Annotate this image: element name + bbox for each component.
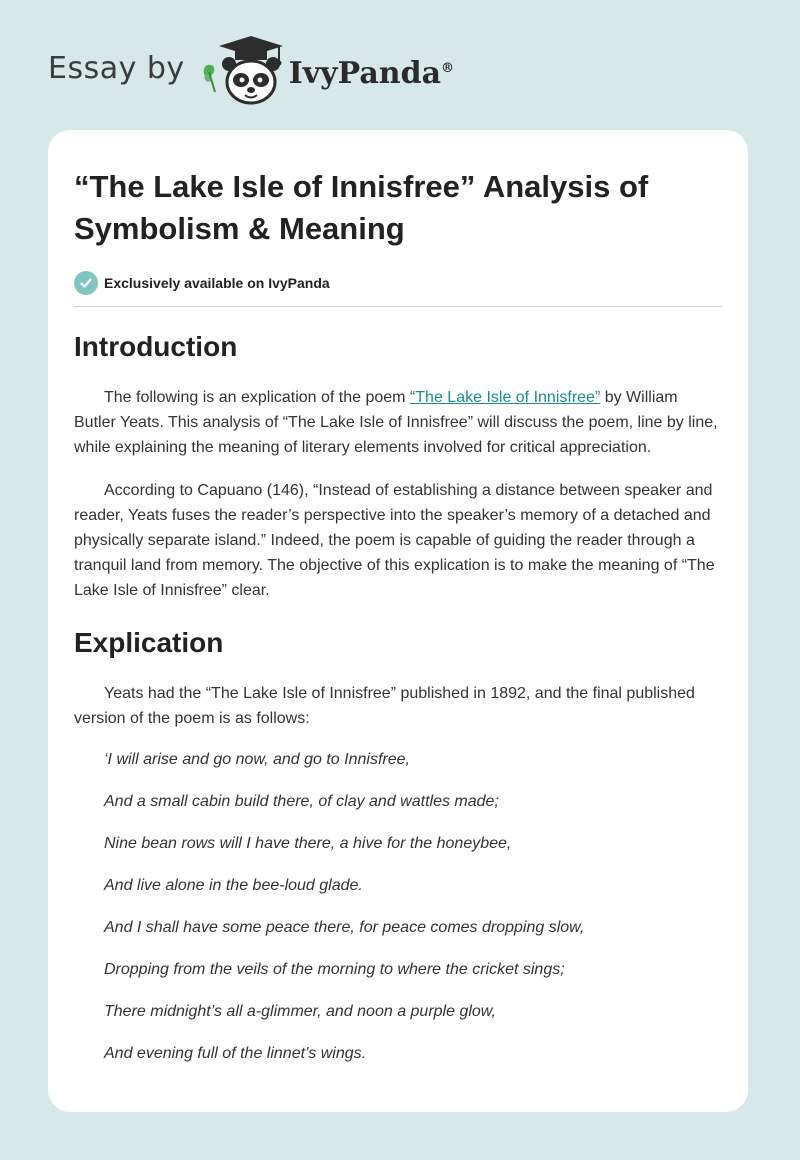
poem-link[interactable]: “The Lake Isle of Innisfree” [409, 389, 601, 406]
poem-block [74, 747, 722, 1066]
poem-line: And live alone in the bee-loud glade. [104, 877, 363, 894]
poem-line: Nine bean rows will I have there, a hive for the honeybee, [104, 835, 512, 852]
brand-header [48, 30, 454, 110]
poem-line: And a small cabin build there, of clay and wattles made; [104, 793, 499, 810]
divider [74, 306, 722, 307]
brand-name[interactable]: IvyPanda® [288, 55, 455, 91]
intro-paragraph-1: The following is an explication of the poem “The Lake Isle of Innisfree” by William Butler Yeats. This analysis of “The Lake Isle of Innisfree” will discuss the poem, line by line, while explaining the meaning of literary elements involved for critical appreciation. [74, 389, 718, 456]
check-icon [74, 271, 98, 295]
poem-line: Dropping from the veils of the morning to where the cricket sings; [104, 961, 565, 978]
poem-line: ‘I will arise and go now, and go to Innisfree, [104, 751, 410, 768]
ivypanda-logo-icon[interactable] [199, 32, 285, 108]
poem-line: And evening full of the linnet’s wings. [104, 1045, 367, 1062]
explication-paragraph-1: Yeats had the “The Lake Isle of Innisfree” published in 1892, and the final published version of the poem is as follows: [74, 685, 695, 727]
exclusive-badge-text: Exclusively available on IvyPanda [104, 275, 330, 291]
poem-line: And I shall have some peace there, for peace comes dropping slow, [104, 919, 585, 936]
poem-line: There midnight’s all a-glimmer, and noon a purple glow, [104, 1003, 496, 1020]
essay-by-label: Essay by [48, 50, 185, 86]
explication-heading: Explication [74, 627, 224, 658]
registered-mark: ® [441, 60, 455, 76]
introduction-heading: Introduction [74, 331, 238, 362]
article-card [48, 130, 748, 1112]
article-title: “The Lake Isle of Innisfree” Analysis of Symbolism & Meaning [74, 169, 649, 246]
exclusive-badge [74, 270, 722, 296]
intro-paragraph-2: According to Capuano (146), “Instead of establishing a distance between speaker and reader, Yeats fuses the reader’s perspective into the speaker’s memory of a detached and physically separate island.” Indeed, the poem is capable of guiding the reader through a tranquil land from memory. The objective of this explication is to make the meaning of “The Lake Isle of Innisfree” clear. [74, 482, 715, 599]
